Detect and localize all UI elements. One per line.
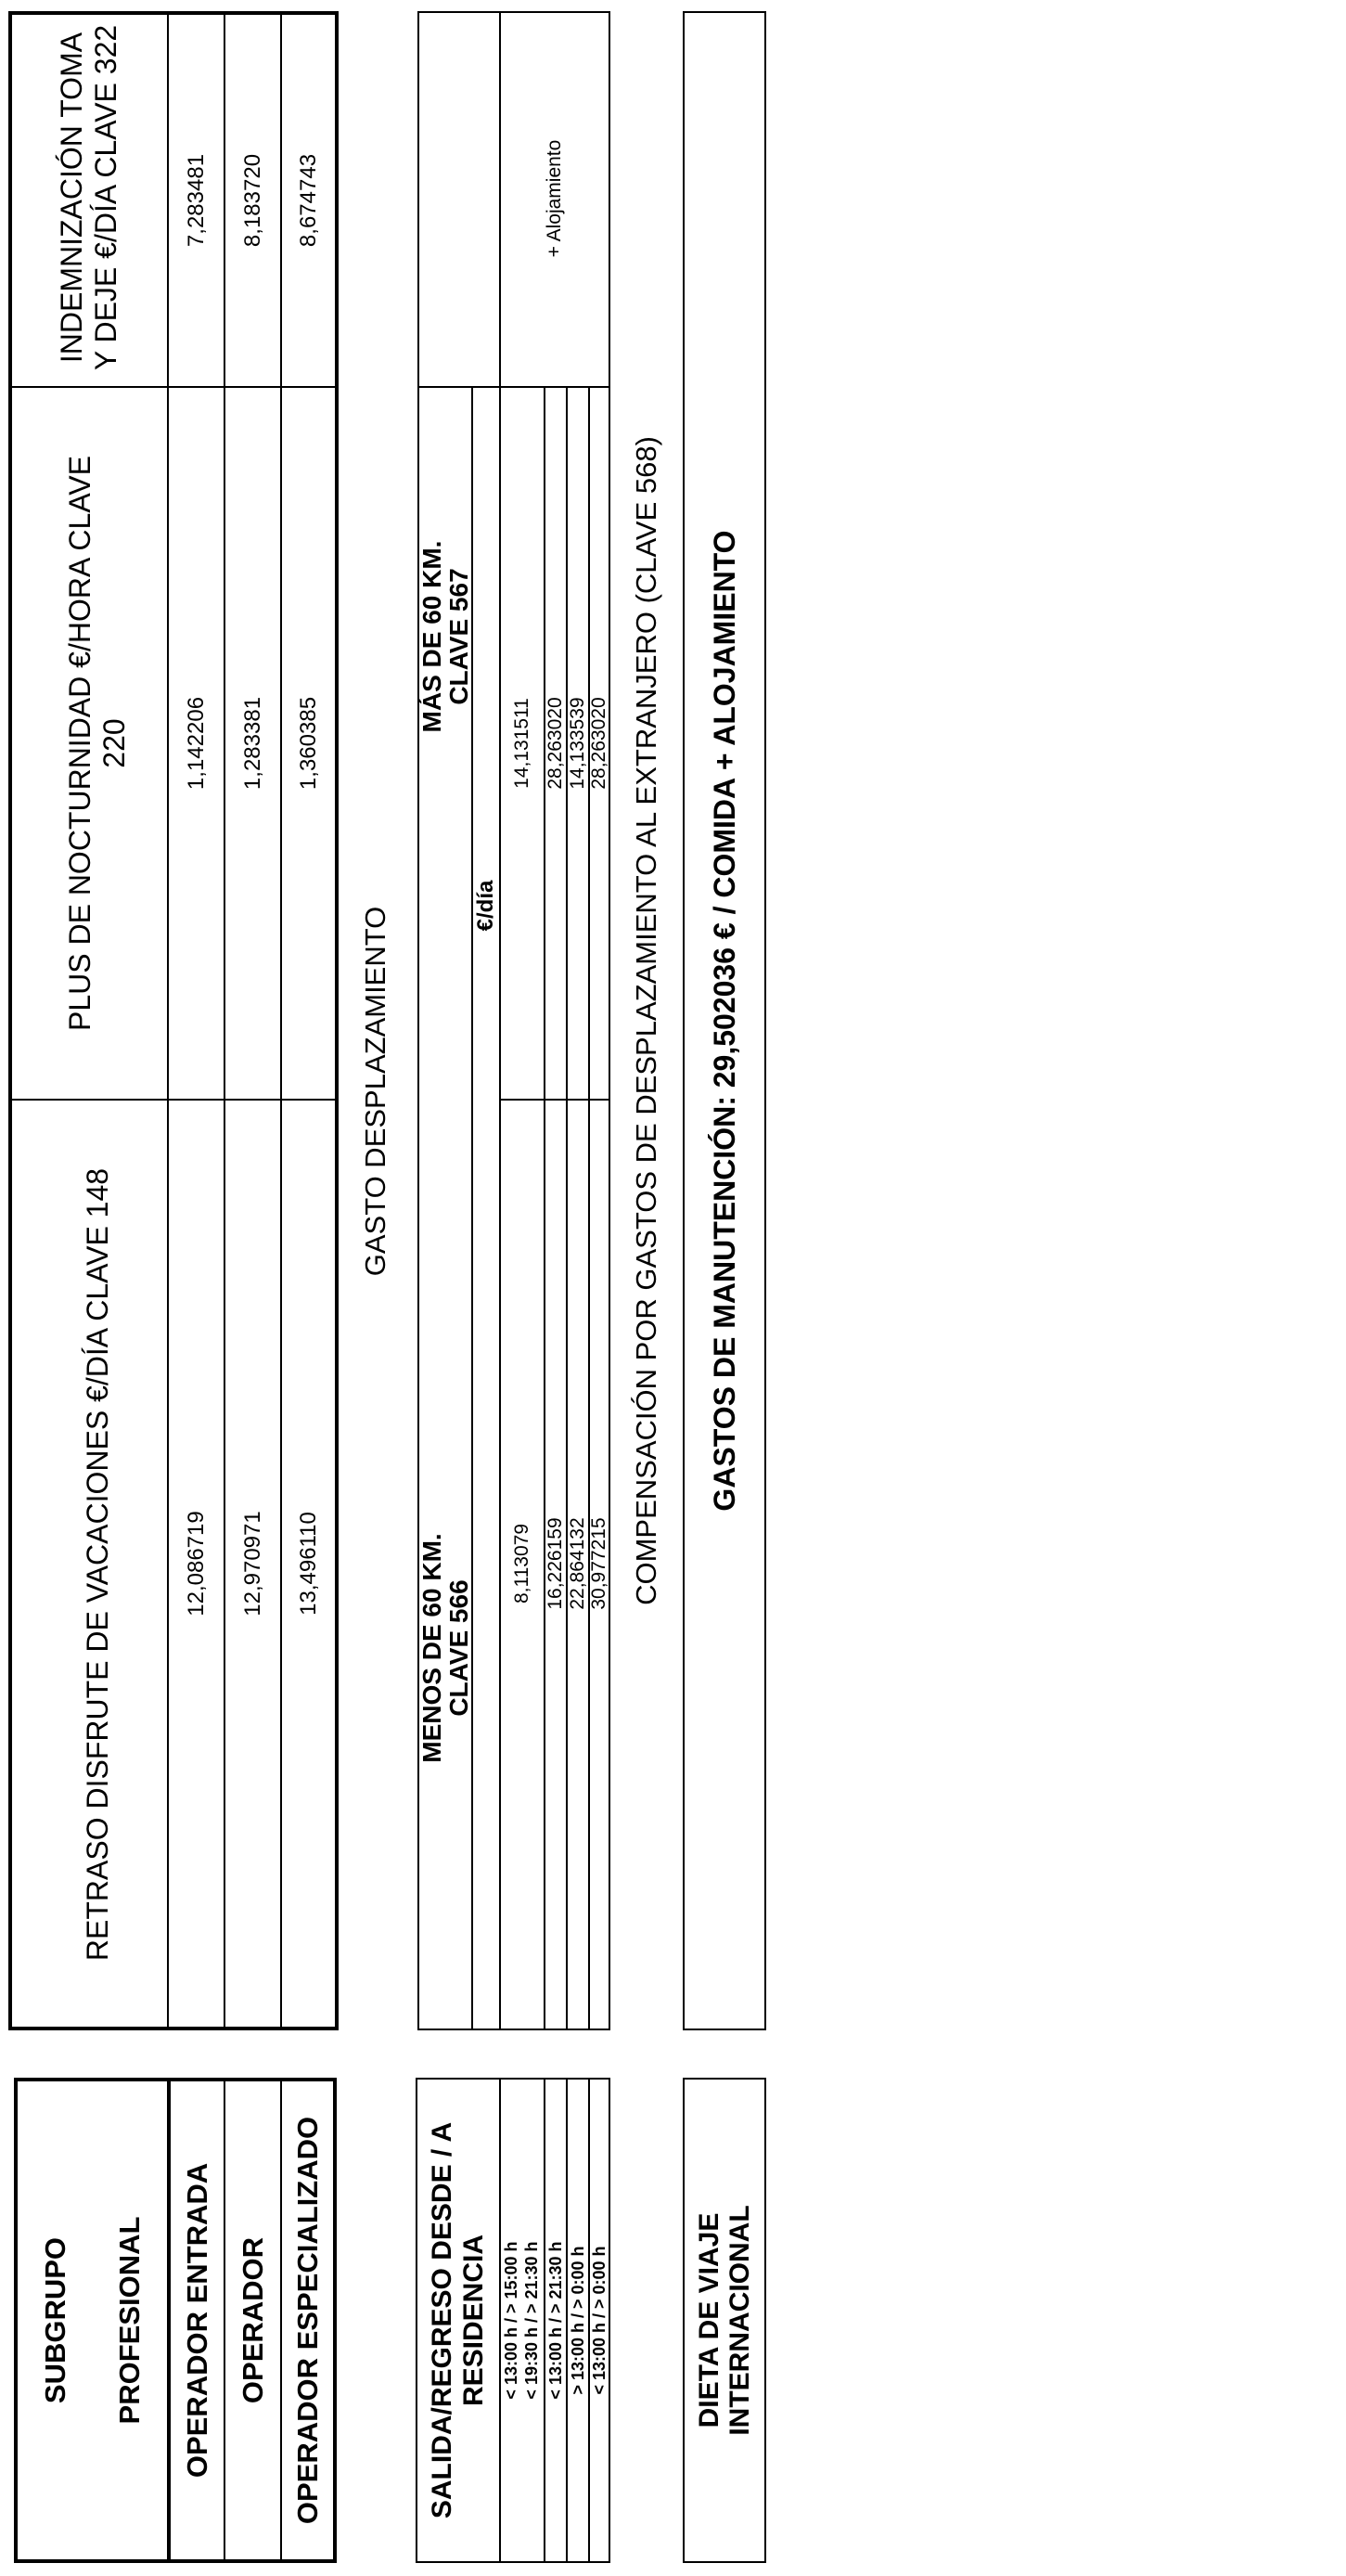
dieta-value: GASTOS DE MANUTENCIÓN: 29,502036 € / COMIDA + ALOJAMIENTO bbox=[707, 530, 741, 1512]
col-header-retraso-vacaciones: RETRASO DISFRUTE DE VACACIONES €/DÍA CLAVE 148 bbox=[80, 1167, 114, 1962]
salida-header: SALIDA/REGRESO DESDE / A RESIDENCIA bbox=[426, 2121, 489, 2519]
value-cell: 1,283381 bbox=[239, 696, 265, 791]
subgroup-name-operador: OPERADOR bbox=[236, 2236, 269, 2404]
value-cell: 12,970971 bbox=[239, 1511, 265, 1616]
salida-row-2: < 13:00 h / > 21:30 h bbox=[545, 2241, 565, 2400]
gasto-title: GASTO DESPLAZAMIENTO bbox=[359, 906, 392, 1277]
subgroup-header-line2: PROFESIONAL bbox=[112, 2216, 146, 2425]
mas-60km-line2: CLAVE 567 bbox=[444, 568, 473, 705]
dieta-label-line1: DIETA DE VIAJE bbox=[694, 2212, 724, 2428]
mas-60km-header bbox=[419, 405, 471, 869]
menos-60km-line2: CLAVE 566 bbox=[444, 1579, 473, 1717]
value-cell: 1,142206 bbox=[183, 696, 209, 791]
compensacion-title: COMPENSACIÓN POR GASTOS DE DESPLAZAMIENTO AL EXTRANJERO (CLAVE 568) bbox=[630, 436, 663, 1605]
col-header-plus-nocturnidad: PLUS DE NOCTURNIDAD €/HORA CLAVE 220 bbox=[63, 456, 131, 1031]
value-cell: 8,674743 bbox=[295, 153, 321, 248]
value-cell: 13,496110 bbox=[295, 1512, 321, 1616]
menos-value: 30,977215 bbox=[588, 1517, 610, 1610]
col-header-indemnizacion: INDEMNIZACIÓN TOMA Y DEJE €/DÍA CLAVE 322 bbox=[55, 24, 122, 371]
menos-value: 16,226159 bbox=[544, 1517, 566, 1610]
menos-value: 22,864132 bbox=[566, 1517, 588, 1610]
salida-time: < 13:00 h / > 15:00 h bbox=[502, 2241, 521, 2400]
subgroup-name-operador-especializado: OPERADOR ESPECIALIZADO bbox=[290, 2116, 324, 2525]
menos-60km-line1: MENOS DE 60 KM. bbox=[417, 1533, 446, 1763]
menos-60km-header bbox=[419, 1370, 471, 1926]
mas-value: 14,131511 bbox=[510, 698, 532, 789]
mas-60km-line1: MÁS DE 60 KM. bbox=[417, 540, 446, 733]
salida-row-3: > 13:00 h / > 0:00 h bbox=[568, 2246, 587, 2395]
dieta-label-line2: INTERNACIONAL bbox=[724, 2205, 755, 2436]
value-cell: 12,086719 bbox=[183, 1511, 209, 1616]
value-cell: 8,183720 bbox=[239, 153, 265, 248]
salida-row-4: < 13:00 h / > 0:00 h bbox=[590, 2246, 609, 2395]
alojamiento-note: + Alojamiento bbox=[543, 139, 565, 258]
mas-value: 14,133539 bbox=[566, 697, 588, 790]
value-cell: 7,283481 bbox=[183, 153, 209, 248]
subgroup-header bbox=[18, 2081, 167, 2559]
menos-value: 8,113079 bbox=[510, 1523, 532, 1604]
mas-value: 28,263020 bbox=[544, 697, 566, 790]
subgroup-header-line1: SUBGRUPO bbox=[38, 2236, 71, 2404]
salida-time: < 19:30 h / > 21:30 h bbox=[522, 2241, 541, 2400]
unit-eur-dia: €/día bbox=[473, 880, 499, 932]
value-cell: 1,360385 bbox=[295, 696, 321, 791]
subgroup-name-operador-entrada: OPERADOR ENTRADA bbox=[180, 2162, 213, 2479]
dieta-label bbox=[685, 2080, 764, 2561]
salida-row-1 bbox=[501, 2080, 544, 2561]
mas-value: 28,263020 bbox=[588, 697, 610, 790]
